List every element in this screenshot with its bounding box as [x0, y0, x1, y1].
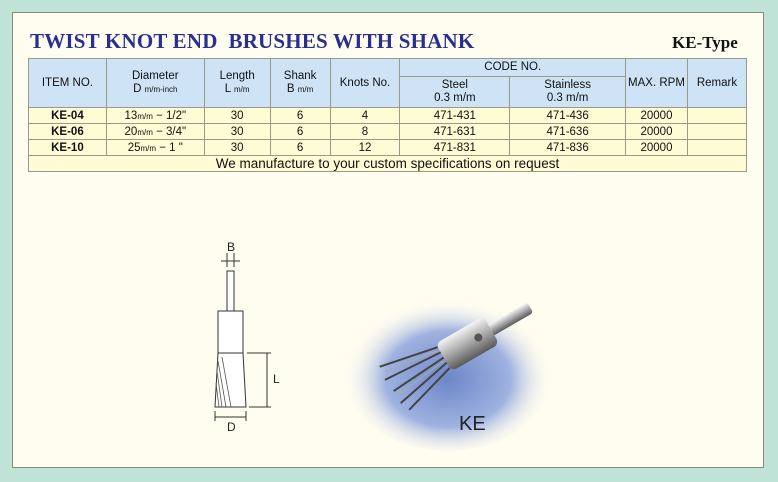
cell-length: 30 [204, 140, 270, 156]
type-label: KE-Type [672, 33, 738, 52]
cell-diameter [106, 140, 204, 156]
cell-steel: 471-831 [400, 140, 510, 156]
header-length-unit: m/m [233, 85, 250, 94]
custom-spec-note: We manufacture to your custom specifications on request [29, 156, 747, 172]
cell-rpm: 20000 [626, 140, 688, 156]
cell-knots: 4 [330, 108, 400, 124]
brush-product-photo [343, 261, 573, 461]
cell-length: 30 [204, 108, 270, 124]
cell-item: KE-06 [29, 124, 107, 140]
spec-table [28, 58, 747, 172]
header-stainless [510, 77, 626, 108]
header-length-symbol: L [224, 83, 231, 95]
cell-item: KE-04 [29, 108, 107, 124]
header-length [204, 59, 270, 108]
cell-stainless: 471-636 [510, 124, 626, 140]
cell-remark [687, 124, 746, 140]
table-row [29, 108, 747, 124]
label-b: B [227, 240, 236, 254]
header-diameter-symbol: D [133, 83, 142, 95]
cell-shank: 6 [270, 108, 330, 124]
cell-item: KE-10 [29, 140, 107, 156]
photo-label: KE [459, 413, 486, 435]
label-d: D [227, 420, 236, 431]
diameter-mm: 13 [124, 109, 138, 122]
header-diameter-unit: m/m-inch [144, 85, 178, 94]
header-diameter [106, 59, 204, 108]
header-remark: Remark [687, 59, 746, 108]
cell-steel: 471-431 [400, 108, 510, 124]
cell-diameter [106, 108, 204, 124]
diameter-unit: m/m [137, 111, 153, 121]
cell-knots: 12 [330, 140, 400, 156]
cell-remark [687, 140, 746, 156]
header-steel-size: 0.3 m/m [434, 92, 476, 104]
header-shank [270, 59, 330, 108]
note-row [29, 156, 747, 172]
diameter-unit: m/m [140, 143, 157, 153]
diameter-inch: − 1 " [156, 141, 183, 154]
cell-diameter [106, 124, 204, 140]
cell-stainless: 471-436 [510, 108, 626, 124]
diameter-inch: − 3/4" [152, 125, 187, 138]
cell-rpm: 20000 [626, 124, 688, 140]
header-length-label: Length [219, 70, 255, 82]
header-code-no: CODE NO. [400, 59, 626, 77]
cell-knots: 8 [330, 124, 400, 140]
header-shank-unit: m/m [297, 85, 314, 94]
cell-stainless: 471-836 [510, 140, 626, 156]
table-row [29, 140, 747, 156]
cell-rpm: 20000 [626, 108, 688, 124]
header-knots: Knots No. [330, 59, 400, 108]
brush-dimension-drawing [191, 231, 301, 431]
diameter-mm: 20 [124, 125, 138, 138]
diameter-inch: − 1/2" [152, 109, 187, 122]
label-l: L [273, 372, 280, 386]
cell-shank: 6 [270, 124, 330, 140]
header-max-rpm: MAX. RPM [626, 59, 688, 108]
header-shank-symbol: B [286, 83, 295, 95]
header-item-no: ITEM NO. [29, 59, 107, 108]
header-stainless-size: 0.3 m/m [546, 92, 589, 104]
header-shank-label: Shank [283, 70, 317, 82]
cell-shank: 6 [270, 140, 330, 156]
page-title: TWIST KNOT END BRUSHES WITH SHANK [30, 29, 475, 53]
diameter-mm: 25 [127, 141, 141, 154]
cell-length: 30 [204, 124, 270, 140]
catalog-card [12, 12, 764, 468]
diameter-unit: m/m [137, 127, 153, 137]
header-steel [400, 77, 510, 108]
cell-steel: 471-631 [400, 124, 510, 140]
header-steel-label: Steel [441, 79, 468, 91]
header-stainless-label: Stainless [544, 79, 591, 91]
table-row [29, 124, 747, 140]
cell-remark [687, 108, 746, 124]
header-diameter-label: Diameter [131, 70, 179, 82]
